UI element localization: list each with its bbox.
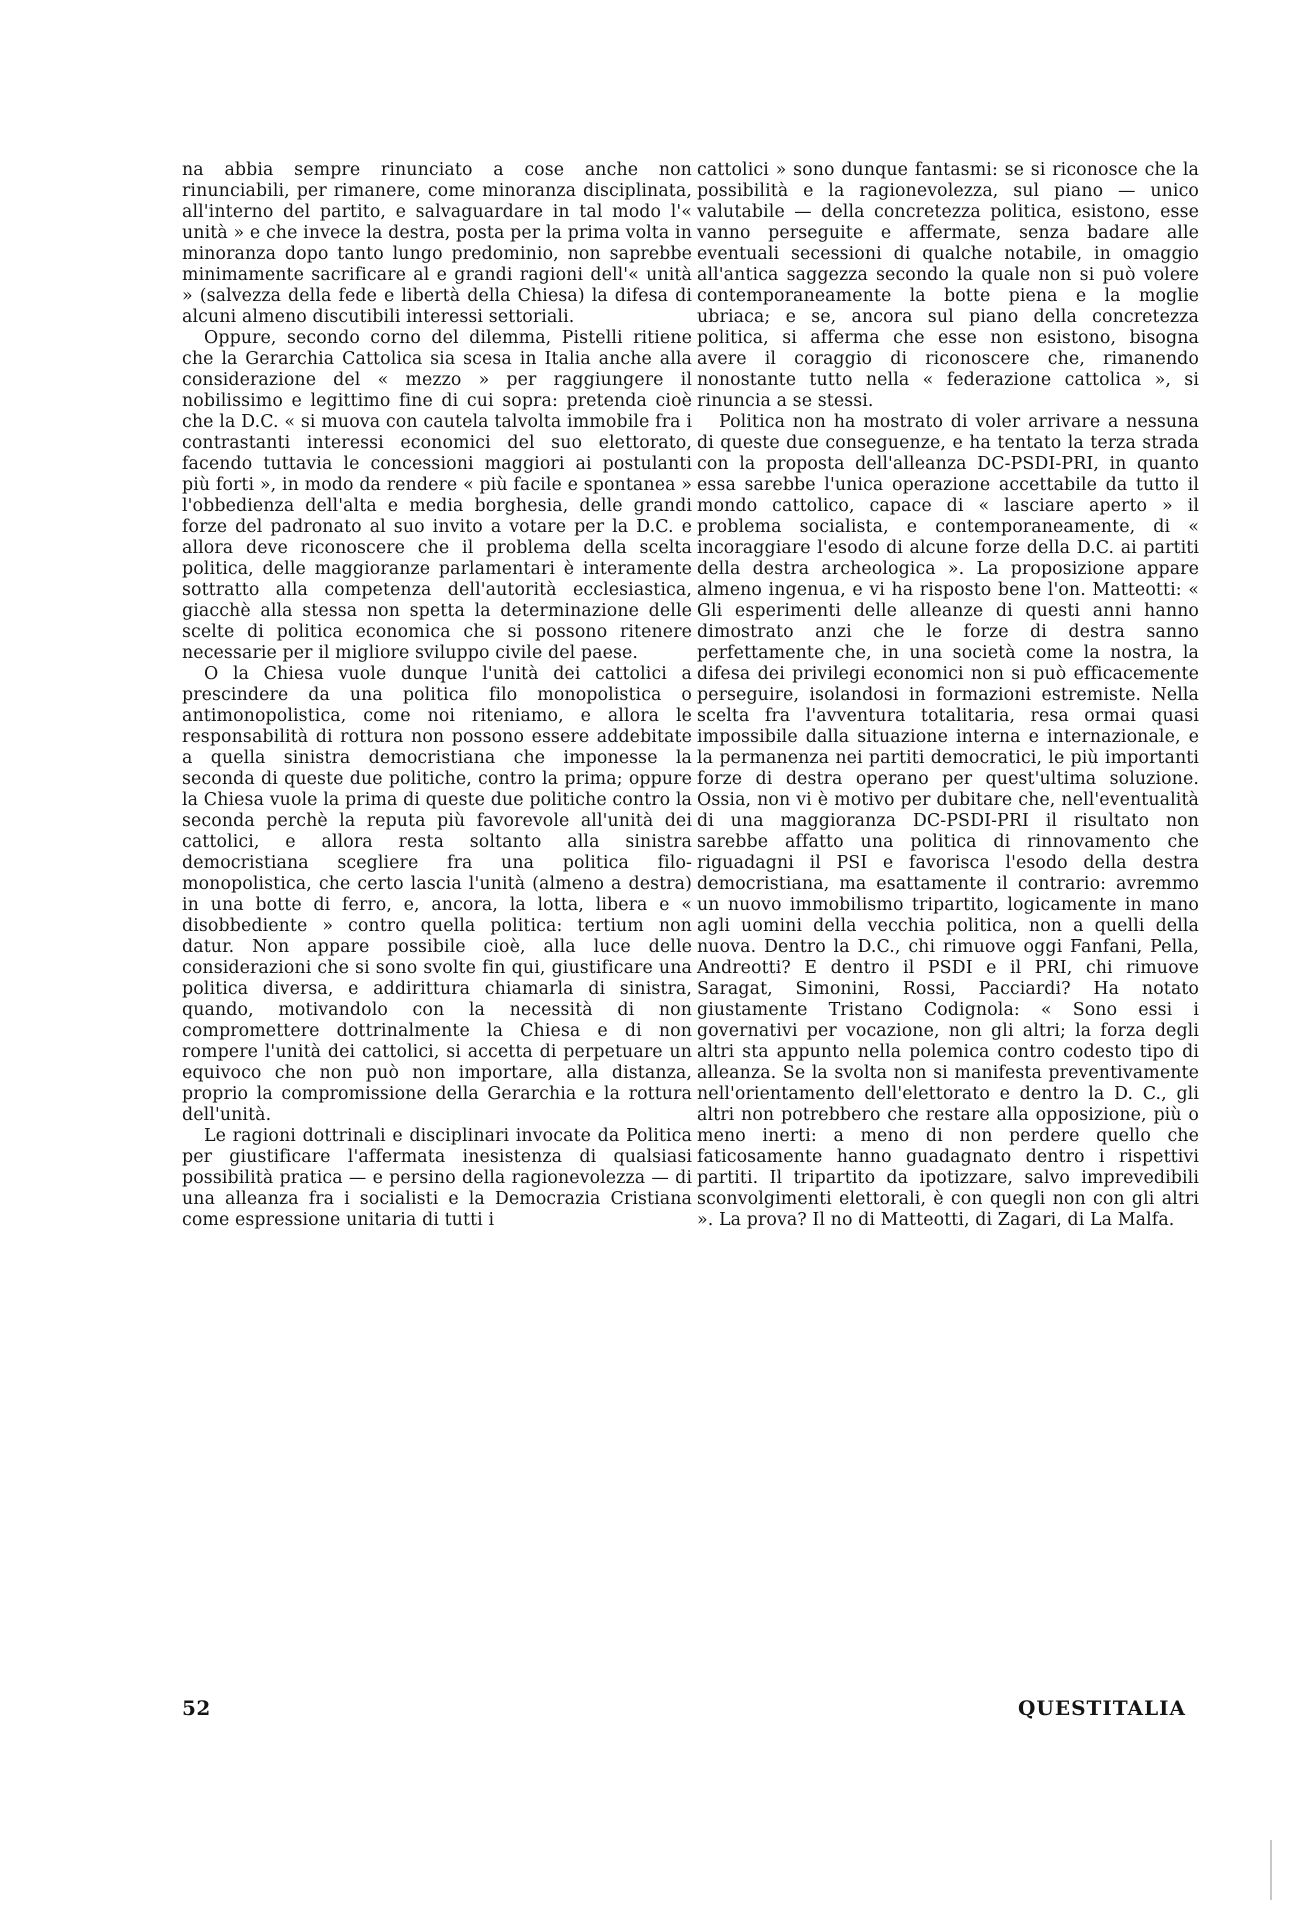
paragraph: na abbia sempre rinunciato a cose anche non rinunciabili, per rimanere, come minoranza disciplinata, all'interno del partito, e salvaguardare in tal modo l'« unità » e che invece la destra, posta per la prima volta in minoranza dopo tanto lungo predominio, non saprebbe minimamente sacrificare al e grandi ragioni dell'« unità » (salvezza della fede e libertà della Chiesa) la difesa di alcuni almeno discutibili interessi settoriali. [182, 160, 692, 327]
paragraph: Politica non ha mostrato di voler arrivare a nessuna di queste due conseguenze, e ha tentato la terza strada con la proposta dell'alleanza DC-PSDI-PRI, in quanto essa sarebbe l'unica operazione accettabile da tutto il mondo cattolico, capace di « lasciare aperto » il problema socialista, e contemporaneamente, di « incoraggiare l'esodo di alcune forze della D.C. ai partiti della destra archeologica ». La proposizione appare almeno ingenua, e vi ha risposto bene l'on. Matteotti: « Gli esperimenti delle alleanze di questi anni hanno dimostrato anzi che le forze di destra sanno perfettamente che, in una società come la nostra, la difesa dei privilegi economici non si può efficacemente perseguire, isolandosi in formazioni estremiste. Nella scelta fra l'avventura totalitaria, resa ormai quasi impossibile dalla situazione interna e internazionale, e la permanenza nei partiti democratici, le più importanti forze di destra operano per quest'ultima soluzione. Ossia, non vi è motivo per dubitare che, nell'eventualità di una maggioranza DC-PSDI-PRI il risultato non sarebbe affatto una politica di rinnovamento che riguadagni il PSI e favorisca l'esodo della destra democristiana, ma esattamente il contrario: avremmo un nuovo immobilismo tripartito, logicamente in mano agli uomini della vecchia politica, non a quelli della nuova. Dentro la D.C., chi rimuove oggi Fanfani, Pella, Andreotti? E dentro il PSDI e il PRI, chi rimuove Saragat, Simonini, Rossi, Pacciardi? Ha notato giustamente Tristano Codignola: « Sono essi i governativi per vocazione, non gli altri; la forza degli altri sta appunto nella polemica contro codesto tipo di alleanza. Se la svolta non si manifesta preventivamente nell'orientamento dell'elettorato e dentro la D. C., gli altri non potrebbero che restare alla opposizione, più o meno inerti: a meno di non perdere quello che faticosamente hanno guadagnato dentro i rispettivi partiti. Il tripartito da ipotizzare, salvo imprevedibili sconvolgimenti elettorali, è con quegli non con gli altri ». La prova? Il no di Matteotti, di Zagari, di La Malfa. [697, 412, 1199, 1230]
paragraph: Oppure, secondo corno del dilemma, Pistelli ritiene che la Gerarchia Cattolica sia scesa in Italia anche alla considerazione del « mezzo » per raggiungere il nobilissimo e legittimo fine di cui sopra: pretenda cioè che la D.C. « si muova con cautela talvolta immobile fra i contrastanti interessi economici del suo elettorato, facendo tuttavia le concessioni maggiori ai postulanti più forti », in modo da rendere « più facile e spontanea » l'obbedienza dell'alta e media borghesia, delle grandi forze del padronato al suo invito a votare per la D.C. e allora deve riconoscere che il problema della scelta politica, delle maggioranze parlamentari è interamente sottratto alla competenza dell'autorità ecclesiastica, giacchè alla stessa non spetta la determinazione delle scelte di politica economica che si possono ritenere necessarie per il migliore sviluppo civile del paese. [182, 328, 692, 663]
scan-edge-mark [1270, 1840, 1272, 1900]
text-column-left [182, 160, 692, 1231]
paragraph: O la Chiesa vuole dunque l'unità dei cattolici a prescindere da una politica filo monopolistica o antimonopolistica, come noi riteniamo, e allora le responsabilità di rottura non possono essere addebitate a quella sinistra democristiana che imponesse la seconda di queste due politiche, contro la prima; oppure la Chiesa vuole la prima di queste due politiche contro la seconda perchè la reputa più favorevole all'unità dei cattolici, e allora resta soltanto alla sinistra democristiana scegliere fra una politica filo-monopolistica, che certo lascia l'unità (almeno a destra) in una botte di ferro, e, ancora, la lotta, libera e « disobbediente » contro quella politica: tertium non datur. Non appare possibile cioè, alla luce delle considerazioni che si sono svolte fin qui, giustificare una politica diversa, e addirittura chiamarla di sinistra, quando, motivandolo con la necessità di non compromettere dottrinalmente la Chiesa e di non rompere l'unità dei cattolici, si accetta di perpetuare un equivoco che non può non importare, alla distanza, proprio la compromissione della Gerarchia e la rottura dell'unità. [182, 664, 692, 1125]
paragraph: Le ragioni dottrinali e disciplinari invocate da Politica per giustificare l'affermata inesistenza di qualsiasi possibilità pratica — e persino della ragionevolezza — di una alleanza fra i socialisti e la Democrazia Cristiana come espressione unitaria di tutti i [182, 1126, 692, 1230]
paragraph: cattolici » sono dunque fantasmi: se si riconosce che la possibilità e la ragionevolezza, sul piano — unico valutabile — della concretezza politica, esistono, esse vanno perseguite e affermate, senza badare alle eventuali secessioni di qualche notabile, in omaggio all'antica saggezza secondo la quale non si può volere contemporaneamente la botte piena e la moglie ubriaca; e se, ancora sul piano della concretezza politica, si afferma che esse non esistono, bisogna avere il coraggio di riconoscere che, rimanendo nonostante tutto nella « federazione cattolica », si rinuncia a se stessi. [697, 160, 1199, 411]
page-number: 52 [182, 1696, 211, 1720]
magazine-name: QUESTITALIA [1017, 1696, 1186, 1720]
text-column-right [697, 160, 1199, 1231]
